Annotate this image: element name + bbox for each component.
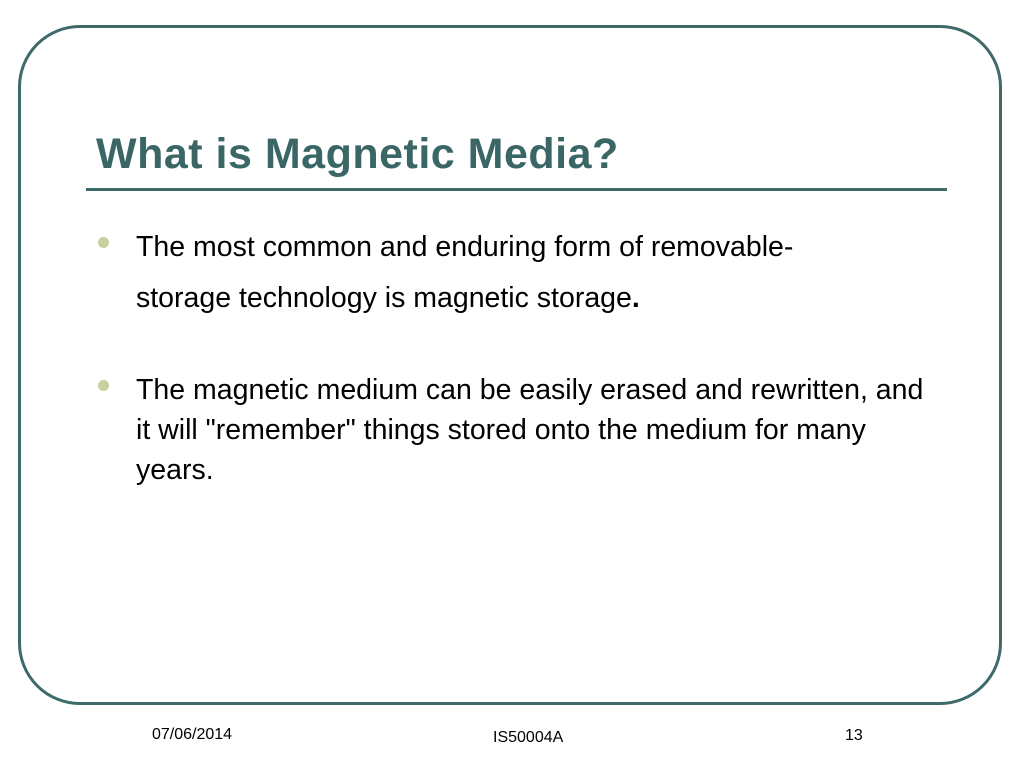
bullet-dot-icon — [98, 237, 109, 248]
slide-body — [96, 222, 936, 490]
bullet-item — [96, 370, 936, 490]
bullet-text-line-1: The most common and enduring form of removable- — [136, 231, 794, 263]
bullet-item — [96, 222, 936, 324]
footer-date: 07/06/2014 — [152, 726, 233, 743]
bullet-text: The magnetic medium can be easily erased and rewritten, and it will "remember" things stored onto the medium for many years. — [136, 374, 924, 486]
bullet-trailing-period: . — [631, 282, 640, 314]
slide-title: What is Magnetic Media? — [96, 130, 619, 178]
bullet-text-line-2: storage technology is magnetic storage — [136, 282, 632, 314]
footer-course-code: IS50004A — [493, 729, 564, 746]
title-divider — [86, 188, 947, 191]
footer-page-number: 13 — [845, 727, 863, 744]
bullet-dot-icon — [98, 380, 109, 391]
